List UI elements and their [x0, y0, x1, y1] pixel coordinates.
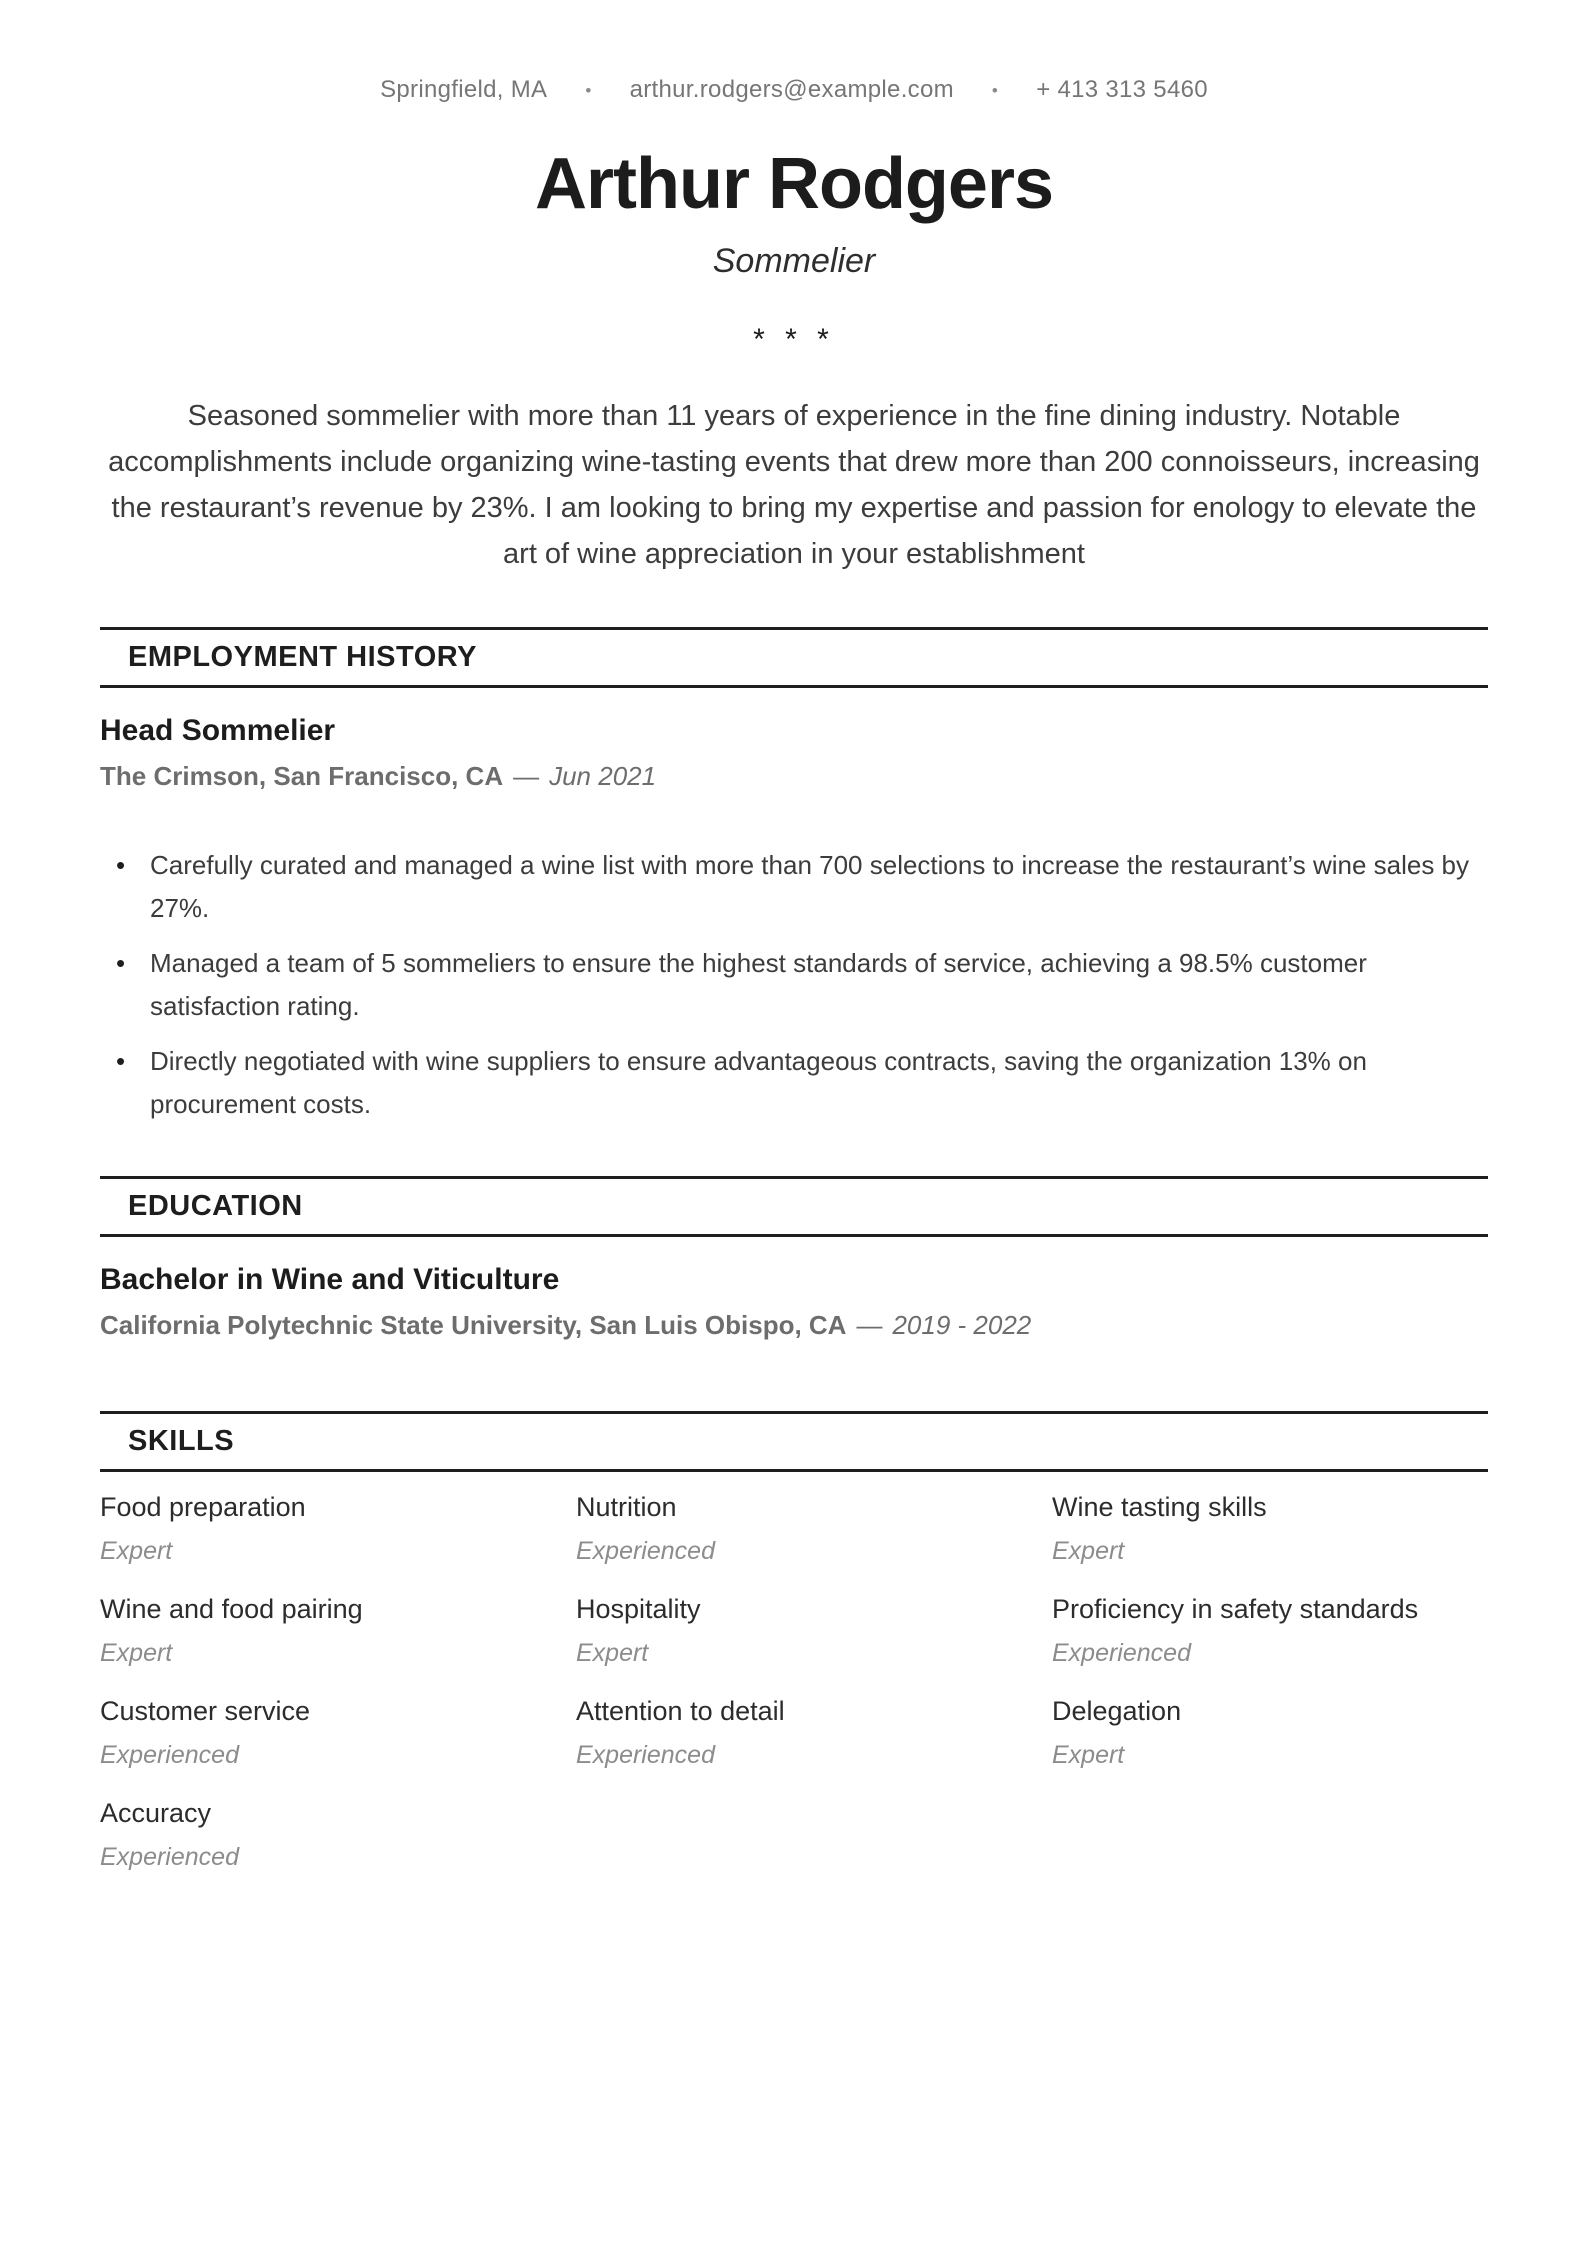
skill-name: Hospitality — [576, 1593, 701, 1624]
education-institution: California Polytechnic State University, San Luis Obispo, CA — [100, 1309, 847, 1340]
skill-level: Experienced — [100, 1740, 239, 1769]
contact-separator-dot: • — [585, 80, 592, 100]
skill-item — [100, 1798, 536, 1872]
skill-item — [576, 1492, 1012, 1566]
contact-bar — [100, 76, 1488, 104]
ornament-asterisks: * * * — [753, 322, 835, 356]
skill-name: Attention to detail — [576, 1695, 785, 1726]
skill-level: Expert — [1052, 1740, 1125, 1769]
skill-name: Nutrition — [576, 1491, 677, 1522]
skill-item — [576, 1696, 1012, 1770]
skills-section-title: SKILLS — [100, 1411, 1488, 1472]
contact-email: arthur.rodgers@example.com — [629, 76, 954, 103]
education-date: 2019 - 2022 — [892, 1309, 1032, 1340]
skills-grid — [100, 1492, 1488, 1872]
skill-item — [100, 1492, 536, 1566]
profile-summary: Seasoned sommelier with more than 11 years of experience in the fine dining industry. Notable accomplishments include organizing wine-tasting events that drew more than 200 connoisseurs, increasing the restaurant’s revenue by 23%. I am looking to bring my expertise and passion for enology to elevate the art of wine appreciation in your establishment — [108, 399, 1480, 570]
job-date-separator: — — [513, 760, 540, 791]
job-bullet: • Managed a team of 5 sommeliers to ensure the highest standards of service, achieving a 98.5% customer satisfaction rating. — [100, 942, 1488, 1028]
contact-separator-dot: • — [991, 80, 999, 100]
skill-level: Expert — [576, 1638, 649, 1667]
job-meta — [100, 761, 1488, 792]
skill-level: Experienced — [576, 1536, 715, 1565]
job-bullet: • Carefully curated and managed a wine list with more than 700 selections to increase the restaurant’s wine sales by 27%. — [100, 844, 1488, 930]
skill-level: Experienced — [1052, 1638, 1191, 1667]
skills-section — [100, 1411, 1488, 1872]
job-bullet: • Directly negotiated with wine suppliers to ensure advantageous contracts, saving the organization 13% on procurement costs. — [100, 1040, 1488, 1126]
employment-section — [100, 627, 1488, 1126]
skill-name: Food preparation — [100, 1491, 306, 1522]
education-section-title: EDUCATION — [100, 1176, 1488, 1237]
skill-level: Expert — [100, 1638, 173, 1667]
skill-name: Accuracy — [100, 1797, 212, 1828]
job-company: The Crimson, San Francisco, CA — [100, 760, 504, 791]
job-role: Head Sommelier — [100, 713, 336, 747]
skill-name: Customer service — [100, 1695, 311, 1726]
skill-item — [1052, 1594, 1488, 1668]
skill-level: Expert — [1052, 1536, 1125, 1565]
job-bullet-list — [100, 844, 1488, 1126]
skill-name: Wine tasting skills — [1052, 1491, 1267, 1522]
job-date: Jun 2021 — [549, 760, 657, 791]
education-degree: Bachelor in Wine and Viticulture — [100, 1262, 560, 1296]
skill-name: Wine and food pairing — [100, 1593, 363, 1624]
skill-level: Experienced — [576, 1740, 715, 1769]
contact-phone: + 413 313 5460 — [1036, 76, 1208, 103]
employment-section-title: EMPLOYMENT HISTORY — [100, 627, 1488, 688]
candidate-job-title: Sommelier — [712, 241, 876, 280]
skill-item — [100, 1696, 536, 1770]
candidate-name: Arthur Rodgers — [534, 144, 1054, 224]
education-date-separator: — — [856, 1309, 883, 1340]
education-meta — [100, 1310, 1488, 1341]
skill-item — [576, 1594, 1012, 1668]
education-section — [100, 1176, 1488, 1341]
skill-item — [100, 1594, 536, 1668]
skill-level: Expert — [100, 1536, 173, 1565]
skill-name: Delegation — [1052, 1695, 1182, 1726]
skill-item — [1052, 1492, 1488, 1566]
contact-location: Springfield, MA — [380, 76, 548, 103]
skill-name: Proficiency in safety standards — [1052, 1593, 1419, 1624]
skill-level: Experienced — [100, 1842, 239, 1871]
skill-item — [1052, 1696, 1488, 1770]
